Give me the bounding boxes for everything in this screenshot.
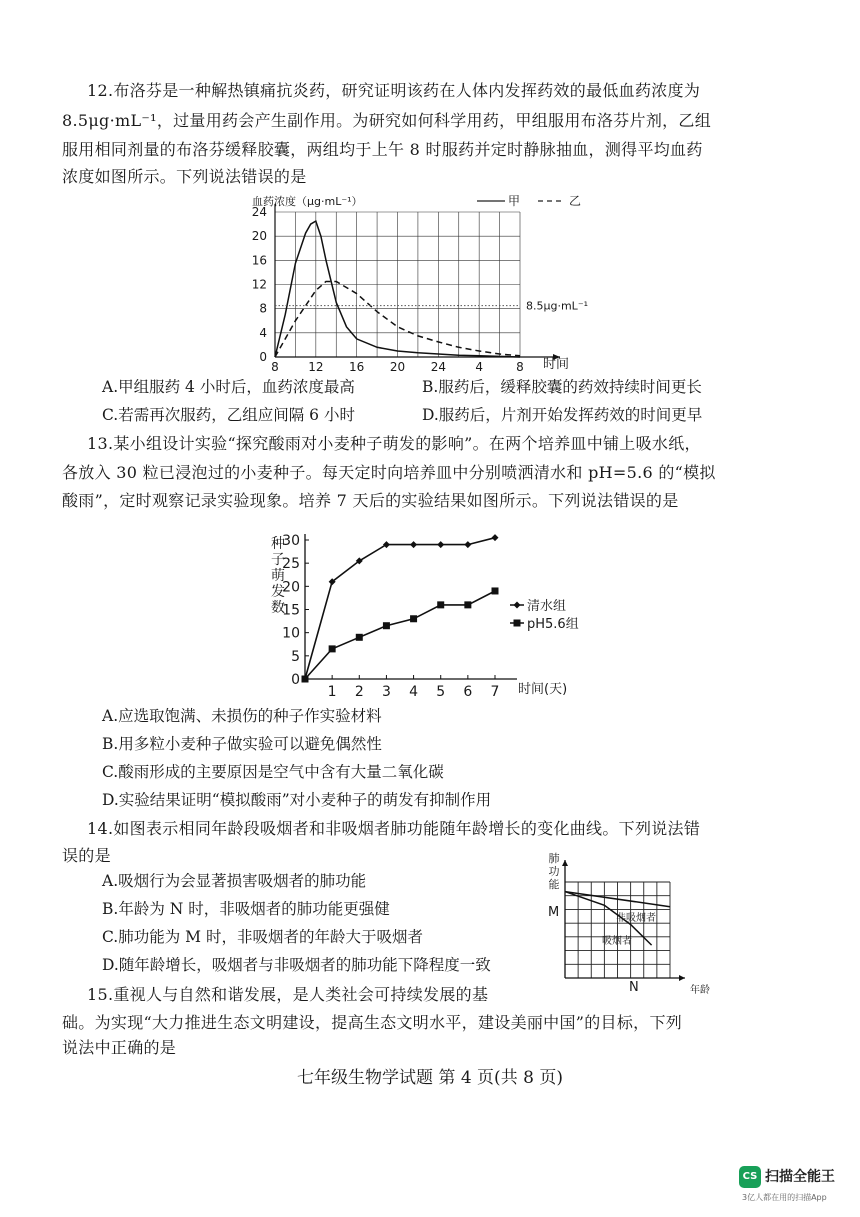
chart2-axes [305,534,517,679]
chart2-ylabel-char: 子 [271,552,285,568]
chart1-ytick-label: 8 [259,301,267,316]
legend-yi: 乙 [569,194,582,208]
point-clear-water [383,541,390,548]
q14-option-c: C.肺功能为 M 时，非吸烟者的年龄大于吸烟者 [102,928,423,946]
point-ph56 [437,601,444,608]
point-ph56 [356,634,363,641]
chart2-xtick-label: 3 [381,684,391,700]
chart1-xtick-label: 24 [430,360,446,374]
chart1-ytick-label: 12 [251,277,267,292]
q12-line-3: 服用相同剂量的布洛芬缓释胶囊，两组均于上午 8 时服药并定时静脉抽血，测得平均血药 [62,140,703,159]
q13-line-2: 各放入 30 粒已浸泡过的小麦种子。每天定时向培养皿中分别喷洒清水和 pH=5.6 的“模拟 [62,463,716,482]
page-footer: 七年级生物学试题 第 4 页(共 8 页) [297,1068,563,1088]
chart1-xticks [271,360,524,374]
q15-line-2: 础。为实现“大力推进生态文明建设，提高生态文明水平，建设美丽中国”的目标，下列 [62,1013,683,1032]
chart2-ylabel-char: 萌 [271,568,285,584]
chart1-xtick-label: 20 [389,360,406,374]
chart1-xtick-label: 12 [308,360,324,374]
chart2-ytick-label: 15 [282,602,300,619]
n-label: N [629,980,639,995]
chart2-ytick-label: 30 [282,533,300,549]
chart3-x-arrow [679,975,685,981]
chart2-xtick-label: 5 [436,684,446,700]
point-clear-water [437,541,444,548]
lung-function-chart [540,848,720,996]
chart3-xlabel: 年龄 [690,985,710,996]
q12-option-c: C.若需再次服药，乙组应间隔 6 小时 [102,406,355,424]
chart1-yticks [252,205,267,364]
chart1-ytick-label: 0 [259,350,267,364]
drug-concentration-chart [225,190,625,375]
chart2-ylabel-char: 数 [271,600,285,616]
q13-line-3: 酸雨”，定时观察记录实验现象。培养 7 天后的实验结果如图所示。下列说法错误的是 [62,491,679,510]
legend-jia: 甲 [508,194,521,208]
chart3-ylabel-char: 功 [548,865,560,878]
point-ph56 [410,615,417,622]
chart2-ylabel-char: 发 [271,584,285,600]
chart1-ytick-label: 20 [251,229,267,244]
legend-marker [514,620,521,627]
label-smoker: 吸烟者 [602,936,632,947]
chart1-ytick-label: 16 [251,253,267,268]
point-ph56 [383,622,390,629]
chart1-ytick-label: 4 [259,325,267,340]
q13-line-1: 13.某小组设计实验“探究酸雨对小麦种子萌发的影响”。在两个培养皿中铺上吸水纸， [87,434,701,453]
chart1-ytick-label: 24 [251,205,267,219]
q15-line-1: 15.重视人与自然和谐发展，是人类社会可持续发展的基 [87,985,489,1004]
chart2-ytick-label: 20 [282,579,300,596]
legend-label: 清水组 [527,599,567,614]
point-ph56 [302,676,309,683]
chart1-xtick-label: 4 [475,360,483,374]
camscanner-slogan: 3亿人都在用的扫描App [742,1193,827,1202]
chart1-xtick-label: 8 [516,360,524,374]
q14-option-b: B.年龄为 N 时，非吸烟者的肺功能更强健 [102,900,390,918]
q12-option-d: D.服药后，片剂开始发挥药效的时间更早 [422,406,703,424]
q13-option-c: C.酸雨形成的主要原因是空气中含有大量二氧化碳 [102,763,444,781]
q12-line-4: 浓度如图所示。下列说法错误的是 [62,167,307,186]
chart3-ylabel-char: 肺 [548,852,560,865]
chart2-xtick-label: 6 [463,684,473,700]
camscanner-name: 扫描全能王 [765,1169,835,1185]
q14-option-d: D.随年龄增长，吸烟者与非吸烟者的肺功能下降程度一致 [102,956,491,974]
chart2-xtick-label: 1 [327,684,337,700]
chart3-y-arrow [562,860,568,866]
point-ph56 [464,601,471,608]
q14-line-1: 14.如图表示相同年龄段吸烟者和非吸烟者肺功能随年龄增长的变化曲线。下列说法错 [87,819,701,838]
legend-marker [514,602,521,609]
point-ph56 [329,645,336,652]
chart1-xlabel: 时间 [543,357,570,372]
chart2-xtick-label: 2 [354,684,364,700]
q14-option-a: A.吸烟行为会显著损害吸烟者的肺功能 [102,872,367,890]
point-clear-water [464,541,471,548]
chart2-xtick-label: 7 [490,684,500,700]
m-label: M [548,905,560,920]
q12-option-b: B.服药后，缓释胶囊的药效持续时间更长 [422,378,702,396]
point-clear-water [410,541,417,548]
q13-option-a: A.应选取饱满、未损伤的种子作实验材料 [102,707,382,725]
q12-option-a: A.甲组服药 4 小时后，血药浓度最高 [102,378,355,396]
chart2-xtick-label: 4 [409,684,419,700]
label-nonsmoker: 非吸烟者 [616,913,656,924]
point-clear-water [492,534,499,541]
chart3-ylabel [549,851,560,891]
q14-line-2: 误的是 [62,846,111,865]
point-ph56 [492,587,499,594]
chart2-xlabel: 时间(天) [518,682,568,697]
q12-line-2: 8.5μg·mL⁻¹，过量用药会产生副作用。为研究如何科学用药，甲组服用布洛芬片剂，乙组 [62,111,712,130]
chart1-xtick-label: 16 [349,360,365,374]
chart2-ylabel [271,536,285,616]
seed-germination-chart [260,528,610,703]
legend-label: pH5.6组 [527,617,579,632]
chart2-ytick-label: 10 [282,625,300,642]
threshold-label: 8.5μg·mL⁻¹ [526,299,589,313]
chart2-ylabel-char: 种 [271,536,285,552]
q13-option-b: B.用多粒小麦种子做实验可以避免偶然性 [102,735,382,753]
chart1-ylabel: 血药浓度（μg·mL⁻¹） [252,195,363,208]
q15-line-3: 说法中正确的是 [62,1038,177,1057]
chart3-ylabel-char: 能 [548,878,560,891]
q12-line-1: 12.布洛芬是一种解热镇痛抗炎药，研究证明该药在人体内发挥药效的最低血药浓度为 [87,81,701,100]
chart1-grid [275,212,520,357]
q13-option-d: D.实验结果证明“模拟酸雨”对小麦种子的萌发有抑制作用 [102,791,492,809]
chart2-ytick-label: 5 [291,648,300,665]
camscanner-logo: CS [739,1166,761,1188]
chart2-ytick-label: 0 [291,672,300,688]
chart1-xtick-label: 8 [271,360,279,374]
chart2-ytick-label: 25 [282,556,300,573]
